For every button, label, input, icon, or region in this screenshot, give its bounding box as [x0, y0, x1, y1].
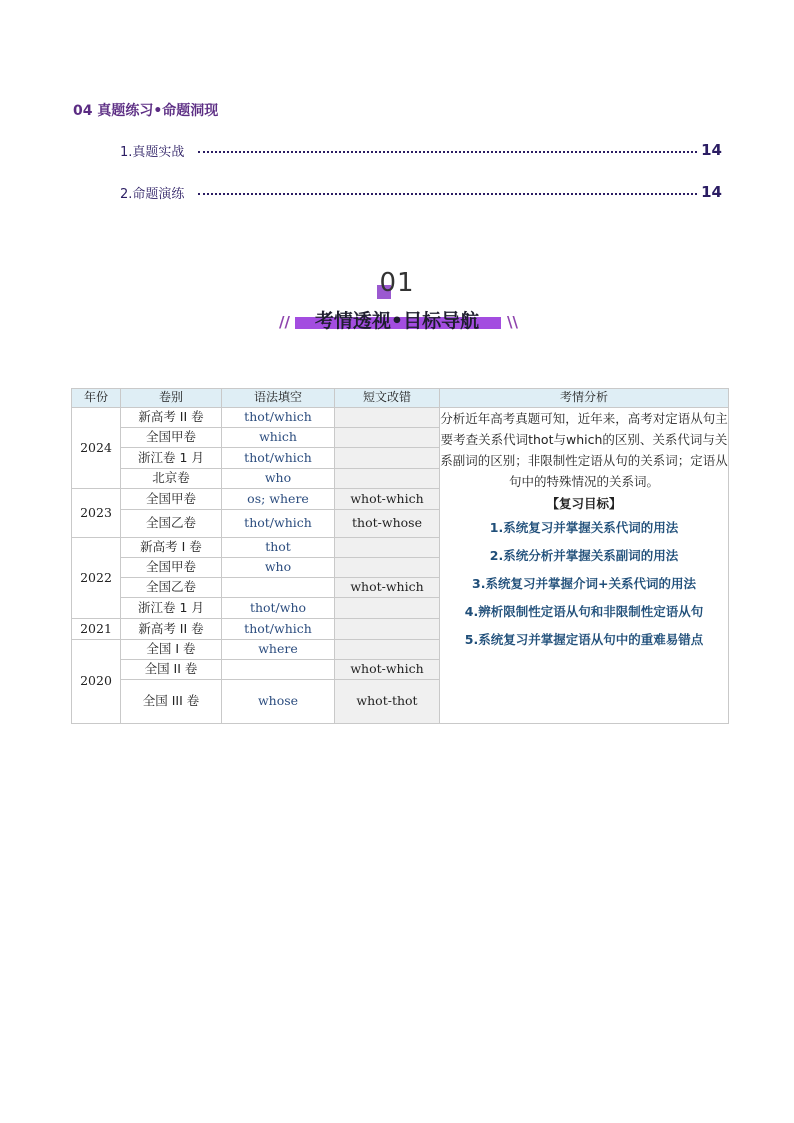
correction-cell — [335, 428, 440, 448]
paper-cell: 全国乙卷 — [121, 578, 222, 598]
paper-cell: 新高考 II 卷 — [121, 619, 222, 640]
grammar-cell: who — [222, 469, 335, 489]
year-cell: 2024 — [72, 408, 121, 489]
grammar-cell: thot/which — [222, 510, 335, 538]
review-goals-heading: 【复习目标】 — [546, 496, 622, 511]
paper-cell: 新高考 II 卷 — [121, 408, 222, 428]
toc-entry-label: 1.真题实战 — [120, 144, 185, 160]
paper-cell: 全国甲卷 — [121, 489, 222, 510]
grammar-cell: where — [222, 640, 335, 660]
grammar-cell: thot — [222, 538, 335, 558]
toc-section-heading: 04 真题练习•命题洞现 — [73, 103, 219, 119]
correction-cell: whot-which — [335, 660, 440, 680]
analysis-text: 分析近年高考真题可知，近年来，高考对定语从句主要考查关系代词thot与which的区别、关系代词与关系副词的区别；非限制性定语从句的关系词；定语从句中的特殊情况的关系词。 — [440, 411, 728, 489]
paper-cell: 新高考 I 卷 — [121, 538, 222, 558]
correction-cell: thot-whose — [335, 510, 440, 538]
paper-cell: 全国 III 卷 — [121, 680, 222, 724]
grammar-cell: thot/who — [222, 598, 335, 619]
review-goal-item: 5.系统复习并掌握定语从句中的重难易错点 — [464, 632, 704, 647]
table-header-row — [72, 389, 729, 408]
toc-leader-dots — [198, 193, 697, 195]
review-goal-item: 3.系统复习并掌握介词+关系代词的用法 — [472, 576, 696, 591]
section-number: 01 — [379, 268, 415, 298]
review-goal-item: 1.系统复习并掌握关系代词的用法 — [489, 520, 679, 535]
decor-slash-left: // — [279, 313, 290, 331]
grammar-cell: whose — [222, 680, 335, 724]
paper-cell: 北京卷 — [121, 469, 222, 489]
correction-cell: whot-which — [335, 578, 440, 598]
header-exam-analysis: 考情分析 — [440, 389, 729, 408]
year-cell: 2020 — [72, 640, 121, 724]
paper-cell: 全国 II 卷 — [121, 660, 222, 680]
grammar-cell — [222, 660, 335, 680]
analysis-cell — [440, 408, 729, 724]
header-error-correction: 短文改错 — [335, 389, 440, 408]
toc-entry-page: 14 — [701, 183, 722, 201]
grammar-cell: who — [222, 558, 335, 578]
toc-entry-real-questions[interactable] — [120, 140, 722, 160]
correction-cell: whot-thot — [335, 680, 440, 724]
header-grammar-fill: 语法填空 — [222, 389, 335, 408]
correction-cell — [335, 619, 440, 640]
paper-cell: 全国甲卷 — [121, 558, 222, 578]
header-paper: 卷别 — [121, 389, 222, 408]
paper-cell: 全国乙卷 — [121, 510, 222, 538]
paper-cell: 浙江卷 1 月 — [121, 448, 222, 469]
toc-entry-page: 14 — [701, 141, 722, 159]
paper-cell: 全国 I 卷 — [121, 640, 222, 660]
year-cell: 2023 — [72, 489, 121, 538]
table-row — [72, 408, 729, 428]
decor-slash-right: \\ — [507, 313, 518, 331]
header-year: 年份 — [72, 389, 121, 408]
paper-cell: 全国甲卷 — [121, 428, 222, 448]
correction-cell — [335, 448, 440, 469]
toc-entry-practice[interactable] — [120, 182, 722, 202]
grammar-cell: thot/which — [222, 448, 335, 469]
correction-cell — [335, 558, 440, 578]
toc-entry-label: 2.命题演练 — [120, 186, 185, 202]
year-cell: 2021 — [72, 619, 121, 640]
grammar-cell: os; where — [222, 489, 335, 510]
correction-cell — [335, 469, 440, 489]
grammar-cell: which — [222, 428, 335, 448]
grammar-cell — [222, 578, 335, 598]
grammar-cell: thot/which — [222, 619, 335, 640]
correction-cell: whot-which — [335, 489, 440, 510]
review-goal-item: 4.辨析限制性定语从句和非限制性定语从句 — [464, 604, 704, 619]
paper-cell: 浙江卷 1 月 — [121, 598, 222, 619]
correction-cell — [335, 598, 440, 619]
review-goal-item: 2.系统分析并掌握关系副词的用法 — [489, 548, 679, 563]
grammar-cell: thot/which — [222, 408, 335, 428]
toc-leader-dots — [198, 151, 697, 153]
year-cell: 2022 — [72, 538, 121, 619]
correction-cell — [335, 408, 440, 428]
section-title: 考情透视•目标导航 — [314, 310, 480, 332]
correction-cell — [335, 640, 440, 660]
exam-analysis-table — [71, 388, 729, 724]
correction-cell — [335, 538, 440, 558]
